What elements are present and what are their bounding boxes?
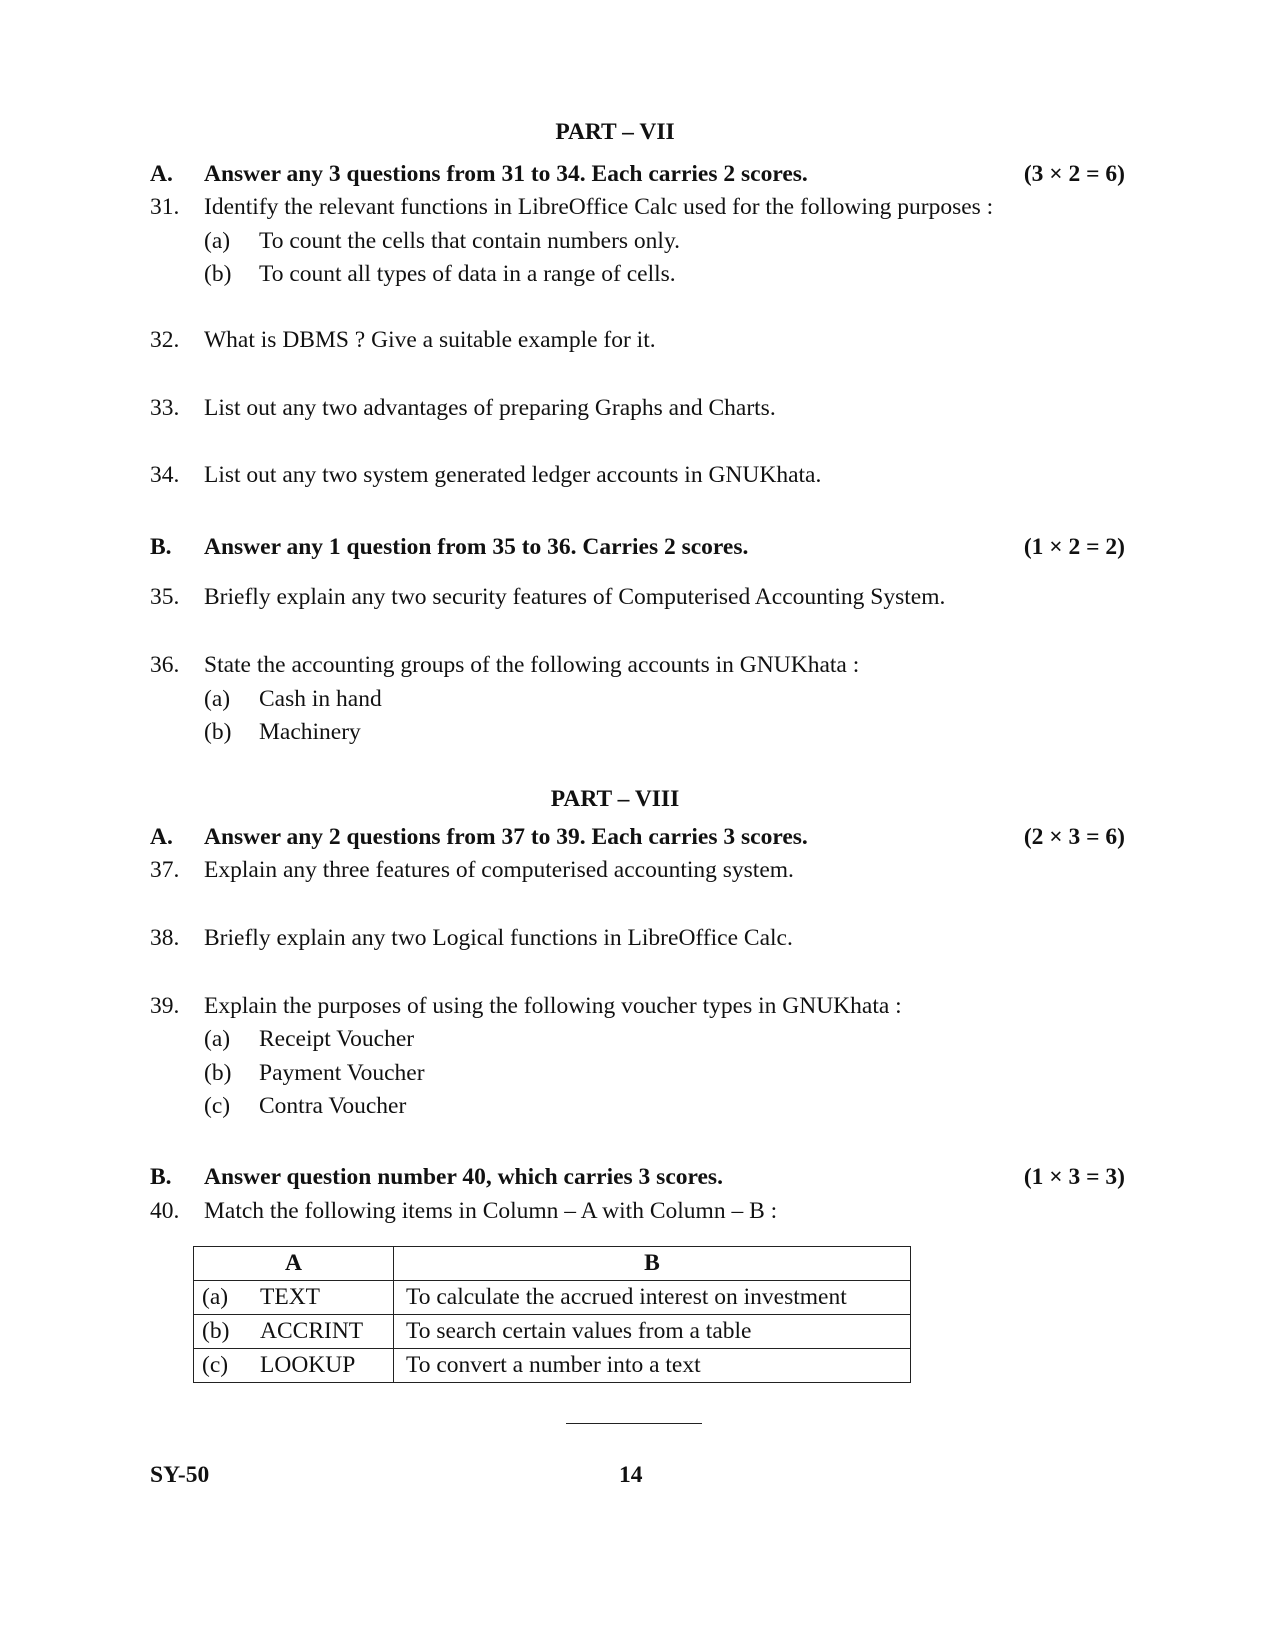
option-text: Receipt Voucher xyxy=(259,1026,415,1052)
column-a-value: LOOKUP xyxy=(260,1352,356,1378)
column-b-cell: To convert a number into a text xyxy=(394,1349,911,1383)
question-text: Match the following items in Column – A with Column – B : xyxy=(204,1198,778,1224)
table-row xyxy=(194,1349,911,1383)
question-number: 39. xyxy=(150,993,180,1019)
section-a-instruction: Answer any 2 questions from 37 to 39. Each carries 3 scores. xyxy=(204,824,808,850)
match-table xyxy=(193,1246,911,1383)
column-b-cell: To search certain values from a table xyxy=(394,1315,911,1349)
column-a-cell xyxy=(194,1281,394,1315)
option-text: Contra Voucher xyxy=(259,1093,407,1119)
option-text: Cash in hand xyxy=(259,686,382,712)
option-label: (b) xyxy=(204,261,232,287)
question-number: 32. xyxy=(150,327,180,353)
question-number: 40. xyxy=(150,1198,180,1224)
question-number: 35. xyxy=(150,584,180,610)
section-a-label: A. xyxy=(150,161,173,187)
column-a-value: TEXT xyxy=(260,1284,321,1310)
question-text: Explain the purposes of using the following voucher types in GNUKhata : xyxy=(204,993,902,1019)
option-text: To count all types of data in a range of cells. xyxy=(259,261,676,287)
section-a-instruction: Answer any 3 questions from 31 to 34. Each carries 2 scores. xyxy=(204,161,808,187)
column-a-header: A xyxy=(194,1247,394,1281)
section-b-instruction: Answer question number 40, which carries 3 scores. xyxy=(204,1164,723,1190)
row-label: (a) xyxy=(202,1284,229,1310)
option-label: (a) xyxy=(204,1026,231,1052)
option-text: To count the cells that contain numbers only. xyxy=(259,228,681,254)
column-a-value: ACCRINT xyxy=(260,1318,364,1344)
page-number: 14 xyxy=(619,1462,643,1488)
part-viii-title: PART – VIII xyxy=(550,786,680,812)
question-number: 38. xyxy=(150,925,180,951)
question-text: What is DBMS ? Give a suitable example for it. xyxy=(204,327,656,353)
table-row xyxy=(194,1281,911,1315)
row-label: (b) xyxy=(202,1318,230,1344)
column-b-header: B xyxy=(394,1247,911,1281)
section-b-marks: (1 × 2 = 2) xyxy=(1023,534,1125,560)
question-text: List out any two advantages of preparing Graphs and Charts. xyxy=(204,395,776,421)
question-text: Explain any three features of computerised accounting system. xyxy=(204,857,794,883)
section-a-marks: (3 × 2 = 6) xyxy=(1023,161,1125,187)
question-number: 31. xyxy=(150,194,180,220)
section-b-label: B. xyxy=(150,534,172,560)
table-header-row xyxy=(194,1247,911,1281)
question-number: 34. xyxy=(150,462,180,488)
column-b-cell: To calculate the accrued interest on investment xyxy=(394,1281,911,1315)
option-label: (a) xyxy=(204,228,231,254)
option-label: (b) xyxy=(204,719,232,745)
question-text: Briefly explain any two security features of Computerised Accounting System. xyxy=(204,584,946,610)
section-a-label: A. xyxy=(150,824,173,850)
option-text: Machinery xyxy=(259,719,361,745)
section-b-instruction: Answer any 1 question from 35 to 36. Carries 2 scores. xyxy=(204,534,749,560)
paper-code: SY-50 xyxy=(150,1462,210,1488)
question-text: List out any two system generated ledger accounts in GNUKhata. xyxy=(204,462,822,488)
column-a-cell xyxy=(194,1315,394,1349)
question-text: Identify the relevant functions in LibreOffice Calc used for the following purposes : xyxy=(204,194,994,220)
question-number: 33. xyxy=(150,395,180,421)
question-number: 37. xyxy=(150,857,180,883)
table-row xyxy=(194,1315,911,1349)
option-label: (c) xyxy=(204,1093,231,1119)
column-a-cell xyxy=(194,1349,394,1383)
question-text: Briefly explain any two Logical functions in LibreOffice Calc. xyxy=(204,925,793,951)
option-label: (b) xyxy=(204,1060,232,1086)
option-label: (a) xyxy=(204,686,231,712)
option-text: Payment Voucher xyxy=(259,1060,425,1086)
question-text: State the accounting groups of the following accounts in GNUKhata : xyxy=(204,652,860,678)
section-a-marks: (2 × 3 = 6) xyxy=(1023,824,1125,850)
end-divider xyxy=(566,1423,702,1424)
part-vii-title: PART – VII xyxy=(555,119,675,145)
section-b-label: B. xyxy=(150,1164,172,1190)
row-label: (c) xyxy=(202,1352,229,1378)
question-number: 36. xyxy=(150,652,180,678)
section-b-marks: (1 × 3 = 3) xyxy=(1023,1164,1125,1190)
